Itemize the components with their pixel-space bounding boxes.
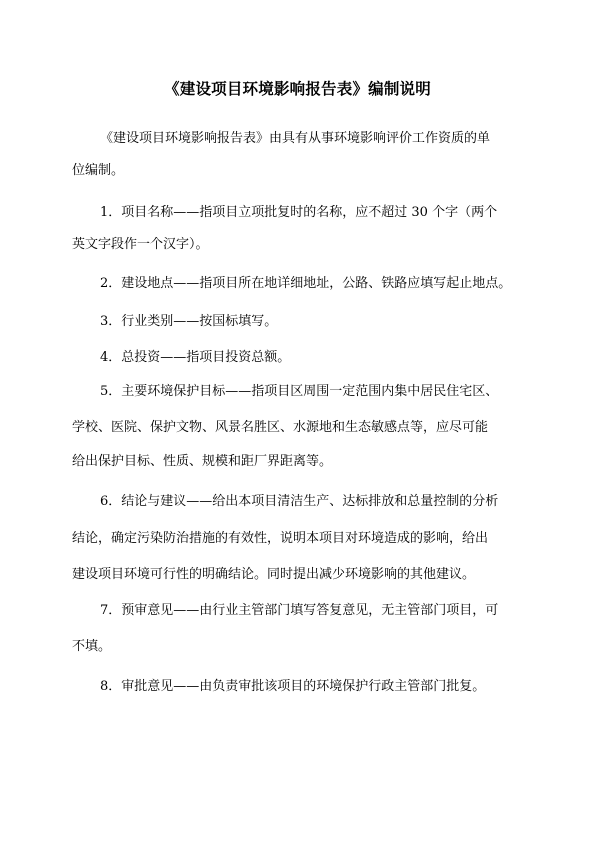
document-title: 《建设项目环境影响报告表》编制说明	[164, 79, 431, 98]
item-2-line-1: 2．建设地点——指项目所在地详细地址，公路、铁路应填写起止地点。	[100, 276, 512, 291]
item-5-line-3: 给出保护目标、性质、规模和距厂界距离等。	[72, 454, 333, 469]
item-3-line-1: 3．行业类别——按国标填写。	[100, 314, 278, 329]
item-7-line-2: 不填。	[72, 639, 112, 654]
item-8-line-1: 8．审批意见——由负责审批该项目的环境保护行政主管部门批复。	[100, 679, 486, 694]
item-1-line-2: 英文字段作一个汉字）。	[72, 237, 209, 252]
intro-line-1: 《建设项目环境影响报告表》由具有从事环境影响评价工作资质的单	[100, 131, 491, 146]
item-6-line-1: 6．结论与建议——给出本项目清洁生产、达标排放和总量控制的分析	[100, 494, 499, 509]
item-1-line-1: 1．项目名称——指项目立项批复时的名称，应不超过 30 个字（两个	[100, 205, 498, 220]
item-7-line-1: 7．预审意见——由行业主管部门填写答复意见，无主管部门项目，可	[100, 603, 499, 618]
item-5-line-2: 学校、医院、保护文物、风景名胜区、水源地和生态敏感点等，应尽可能	[72, 420, 489, 435]
item-6-line-3: 建设项目环境可行性的明确结论。同时提出减少环境影响的其他建议。	[72, 567, 476, 582]
intro-line-2: 位编制。	[72, 163, 125, 178]
item-6-line-2: 结论，确定污染防治措施的有效性，说明本项目对环境造成的影响，给出	[72, 531, 489, 546]
item-4-line-1: 4．总投资——指项目投资总额。	[100, 350, 291, 365]
item-5-line-1: 5．主要环境保护目标——指项目区周围一定范围内集中居民住宅区、	[100, 384, 499, 399]
